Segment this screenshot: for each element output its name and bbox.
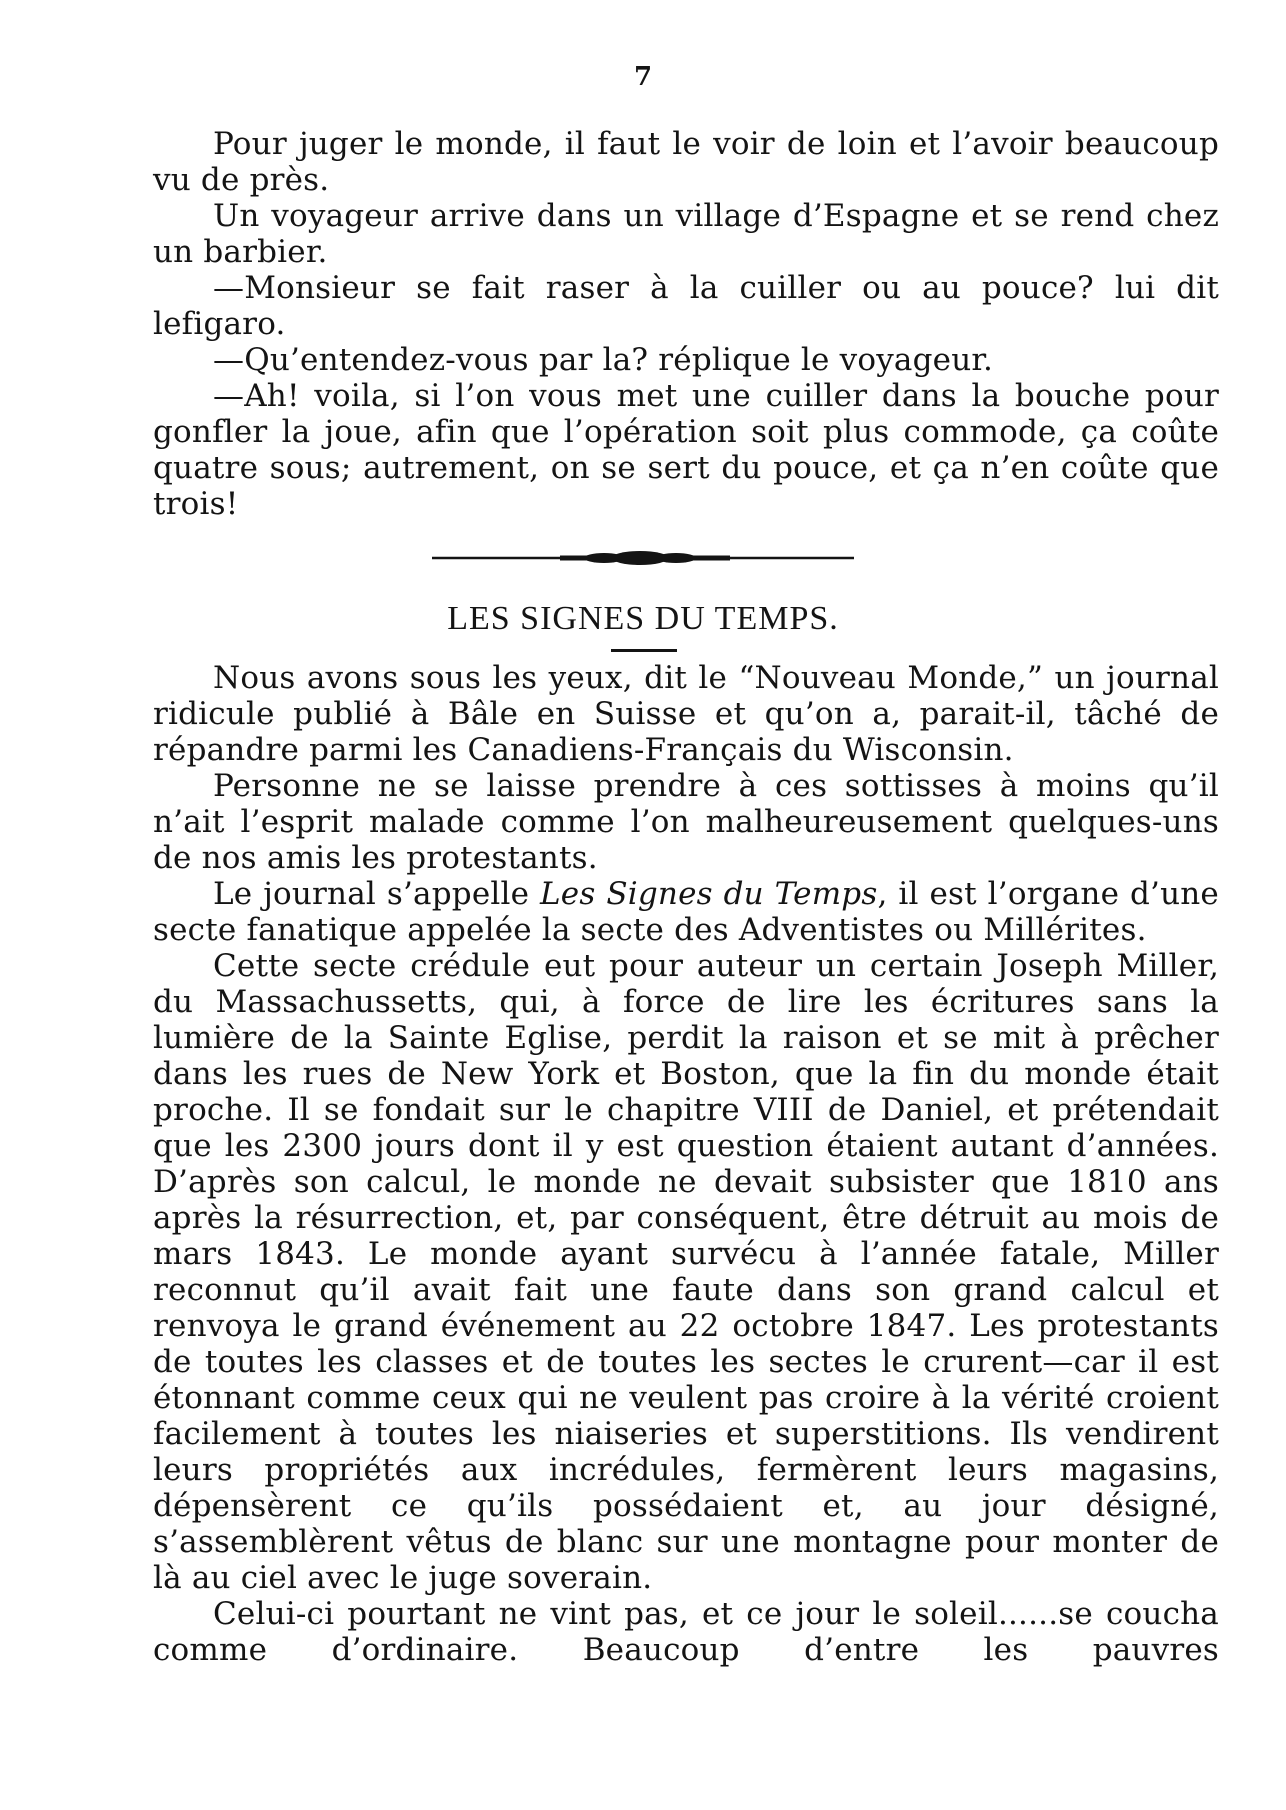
- paragraph: Un voyageur arrive dans un village d’Espagne et se rend chez un barbier.: [153, 198, 1219, 270]
- paragraph: —Monsieur se fait raser à la cuiller ou au pouce? lui dit lefigaro.: [153, 270, 1219, 342]
- section-title: LES SIGNES DU TEMPS.: [447, 600, 839, 637]
- journal-title: Les Signes du Temps: [540, 876, 878, 912]
- paragraph: —Ah! voila, si l’on vous met une cuiller dans la bouche pour gonfler la joue, afin que l’opération soit plus commode, ça coûte quatre sous; autrement, on se sert du pouce, et ça n’en coûte que trois!: [153, 378, 1219, 522]
- anecdote-block: [153, 126, 1219, 522]
- paragraph-text: Le journal s’appelle: [213, 876, 541, 912]
- ornamental-divider: [0, 548, 1286, 568]
- paragraph-text: , il est l’organe d’une secte fanatique appelée la secte des Adventistes ou Millérites.: [153, 876, 1219, 948]
- title-underline: [611, 649, 677, 652]
- paragraph: Celui-ci pourtant ne vint pas, et ce jour le soleil......se coucha comme d’ordinaire. Beaucoup d’entre les pauvres: [153, 1596, 1219, 1668]
- paragraph: Personne ne se laisse prendre à ces sottisses à moins qu’il n’ait l’esprit malade comme l’on malheureusement quelques-uns de nos amis les protestants.: [153, 768, 1219, 876]
- paragraph: Pour juger le monde, il faut le voir de loin et l’avoir beaucoup vu de près.: [153, 126, 1219, 198]
- article-body: [153, 660, 1219, 1668]
- paragraph: —Qu’entendez-vous par la? réplique le voyageur.: [213, 342, 994, 378]
- paragraph: Cette secte crédule eut pour auteur un certain Joseph Miller, du Massachussetts, qui, à force de lire les écritures sans la lumière de la Sainte Eglise, perdit la raison et se mit à prêcher dans les rues de New York et Boston, que la fin du monde était proche. Il se fondait sur le chapitre VIII de Daniel, et prétendait que les 2300 jours dont il y est question étaient autant d’années. D’après son calcul, le monde ne devait subsister que 1810 ans après la résurrection, et, par conséquent, être détruit au mois de mars 1843. Le monde ayant survécu à l’année fatale, Miller reconnut qu’il avait fait une faute dans son grand calcul et renvoya le grand événement au 22 octobre 1847. Les protestants de toutes les classes et de toutes les sectes le crurent—car il est étonnant comme ceux qui ne veulent pas croire à la vérité croient facilement à toutes les niaiseries et superstitions. Ils vendirent leurs propriétés aux incrédules, fermèrent leurs magasins, dépensèrent ce qu’ils possédaient et, au jour désigné, s’assemblèrent vêtus de blanc sur une montagne pour monter de là au ciel avec le juge soverain.: [153, 948, 1219, 1596]
- paragraph: [153, 876, 1219, 948]
- paragraph: Nous avons sous les yeux, dit le “Nouveau Monde,” un journal ridicule publié à Bâle en Suisse et qu’on a, parait-il, tâché de répandre parmi les Canadiens-Français du Wisconsin.: [153, 660, 1219, 768]
- page-number: 7: [633, 62, 653, 92]
